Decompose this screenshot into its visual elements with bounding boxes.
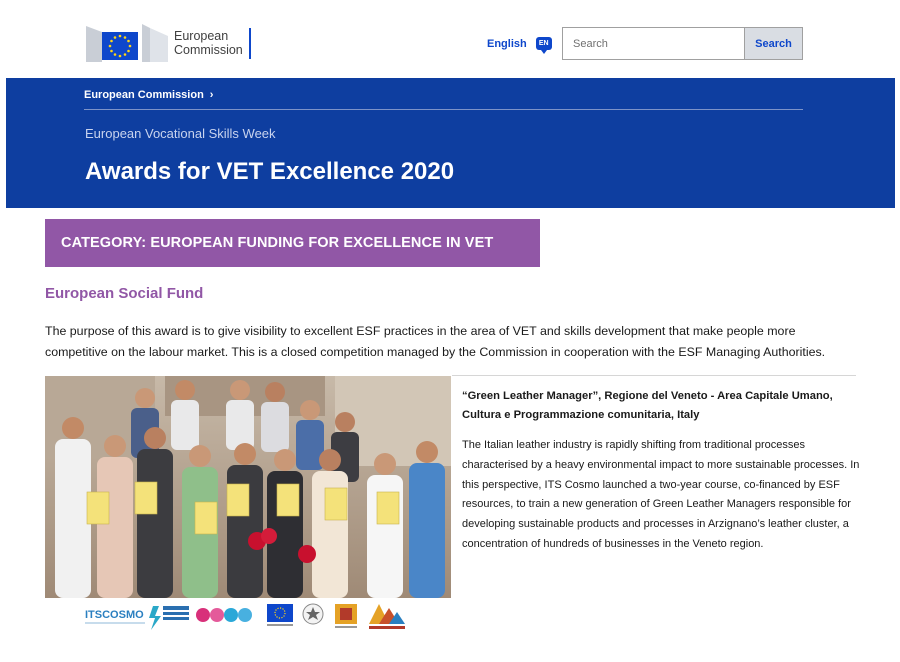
logo-text-line1: European bbox=[174, 28, 229, 43]
language-selector[interactable] bbox=[487, 37, 552, 50]
language-label[interactable]: English bbox=[487, 37, 527, 50]
european-commission-logo[interactable] bbox=[84, 22, 251, 64]
eu-flag-logo-icon bbox=[84, 22, 170, 64]
eu-flag-icon bbox=[267, 604, 293, 626]
page-banner bbox=[6, 78, 895, 208]
itscosmo-logo-icon bbox=[85, 609, 145, 623]
section-heading: European Social Fund bbox=[45, 285, 204, 302]
category-title: CATEGORY: EUROPEAN FUNDING FOR EXCELLENCE IN VET bbox=[61, 235, 494, 251]
project-title: “Green Leather Manager”, Regione del Veneto - Area Capitale Umano, Cultura e Programmazione comunitaria, Italy bbox=[462, 390, 833, 421]
site-name[interactable]: European Vocational Skills Week bbox=[85, 126, 276, 141]
breadcrumb-link[interactable]: European Commission bbox=[84, 89, 204, 101]
search-form bbox=[562, 27, 803, 60]
page-title: Awards for VET Excellence 2020 bbox=[85, 158, 455, 185]
partner-logos bbox=[45, 598, 451, 634]
logo-text-line2: Commission bbox=[174, 42, 243, 57]
veneto-region-logo-icon bbox=[335, 604, 357, 628]
intro-paragraph: The purpose of this award is to give visibility to excellent ESF practices in the area of VET and skills development that make people more competitive on the labour market. This is a closed competition managed by the Commission in cooperation with the ESF Managing Authorities. bbox=[45, 324, 826, 359]
project-description: The Italian leather industry is rapidly shifting from traditional processes characterised by a heavy environmental impact to more sustainable processes. In this perspective, ITS Cosmo launched a two-year course, co-financed by ESF resources, to train a new generation of Green Leather Managers responsible for developing sustainable products and processes in Arzignano’s leather cluster, a concentration of hundreds of businesses in the Veneto region. bbox=[462, 439, 860, 550]
site-header bbox=[0, 0, 900, 78]
italian-republic-emblem-icon bbox=[303, 604, 323, 624]
group-photo-image bbox=[45, 376, 451, 598]
veneto-logo-icon bbox=[369, 604, 405, 629]
chevron-right-icon: › bbox=[209, 89, 214, 101]
language-code-icon[interactable]: EN bbox=[536, 37, 552, 50]
search-input[interactable] bbox=[562, 27, 744, 60]
miur-logo-icon bbox=[196, 608, 252, 622]
svg-text:ITSCOSMO: ITSCOSMO bbox=[85, 609, 144, 621]
search-button[interactable]: Search bbox=[744, 27, 803, 60]
its-logo-icon bbox=[149, 606, 189, 630]
divider bbox=[452, 375, 856, 376]
logo-text bbox=[174, 28, 251, 59]
breadcrumb bbox=[84, 89, 803, 110]
category-banner bbox=[45, 219, 540, 267]
